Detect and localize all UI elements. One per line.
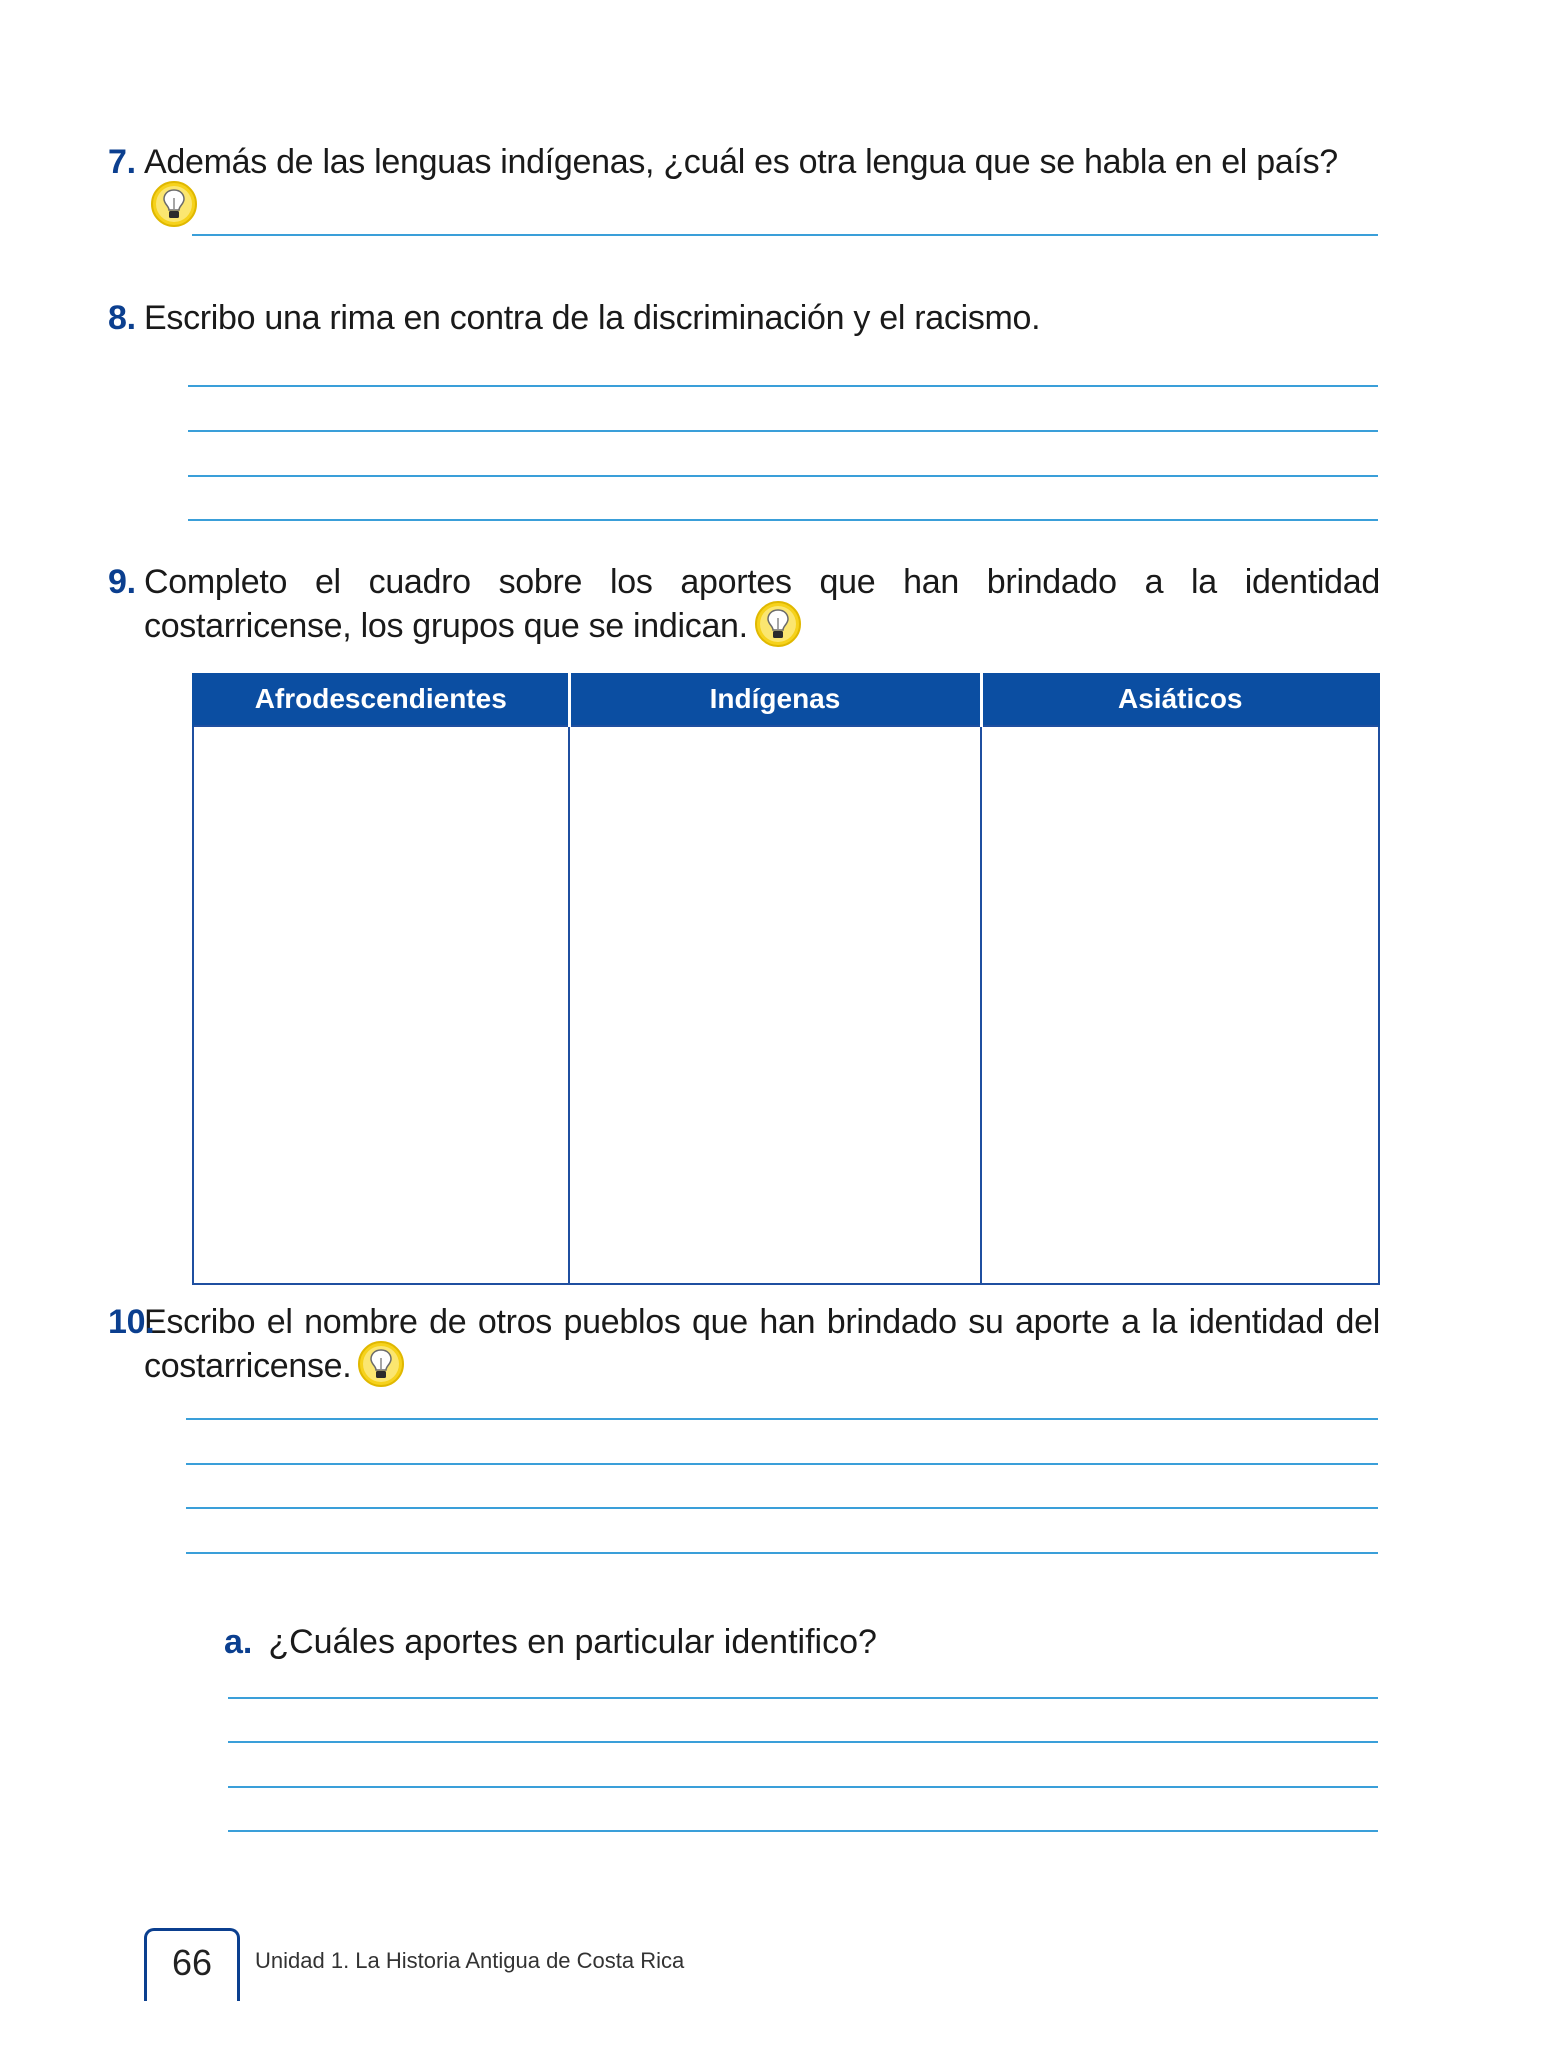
answer-line[interactable] (186, 1552, 1378, 1554)
lightbulb-hint-icon (150, 180, 198, 228)
answer-line[interactable] (186, 1463, 1378, 1465)
answer-line[interactable] (188, 430, 1378, 432)
cell-asiaticos[interactable] (981, 726, 1379, 1284)
subquestion-label: a. (224, 1623, 253, 1661)
unit-title: Unidad 1. La Historia Antigua de Costa Rica (255, 1948, 685, 1973)
answer-line[interactable] (188, 475, 1378, 477)
answer-line[interactable] (228, 1697, 1378, 1699)
question-9 (108, 560, 1380, 652)
page-number: 66 (144, 1928, 240, 2001)
question-10 (108, 1300, 1380, 1392)
answer-line[interactable] (228, 1830, 1378, 1832)
cell-indigenas[interactable] (569, 726, 981, 1284)
header-afrodescendientes: Afrodescendientes (193, 673, 569, 726)
question-number: 8. (108, 299, 136, 337)
answer-line[interactable] (186, 1507, 1378, 1509)
contributions-table (192, 673, 1380, 1285)
cell-afrodescendientes[interactable] (193, 726, 569, 1284)
header-indigenas: Indígenas (569, 673, 981, 726)
answer-line[interactable] (188, 385, 1378, 387)
question-number: 10. (108, 1303, 155, 1341)
question-text: Además de las lenguas indígenas, ¿cuál es otra lengua que se habla en el país? (144, 143, 1338, 181)
question-7 (108, 140, 1380, 232)
lightbulb-hint-icon (357, 1340, 405, 1388)
answer-line[interactable] (228, 1786, 1378, 1788)
question-8 (108, 296, 1380, 340)
answer-line[interactable] (188, 519, 1378, 521)
question-number: 9. (108, 563, 136, 601)
question-text: Escribo el nombre de otros pueblos que han brindado su aporte a la identidad del costarricense. (144, 1303, 1380, 1385)
header-asiaticos: Asiáticos (981, 673, 1379, 726)
subquestion-text: ¿Cuáles aportes en particular identifico? (268, 1623, 877, 1661)
answer-line[interactable] (228, 1741, 1378, 1743)
question-text: Completo el cuadro sobre los aportes que han brindado a la identidad costarricense, los grupos que se indican. (144, 563, 1380, 645)
question-text: Escribo una rima en contra de la discriminación y el racismo. (144, 299, 1041, 337)
question-number: 7. (108, 143, 136, 181)
lightbulb-hint-icon (754, 600, 802, 648)
answer-line[interactable] (192, 234, 1378, 236)
subquestion-a (224, 1620, 877, 1664)
answer-line[interactable] (186, 1418, 1378, 1420)
